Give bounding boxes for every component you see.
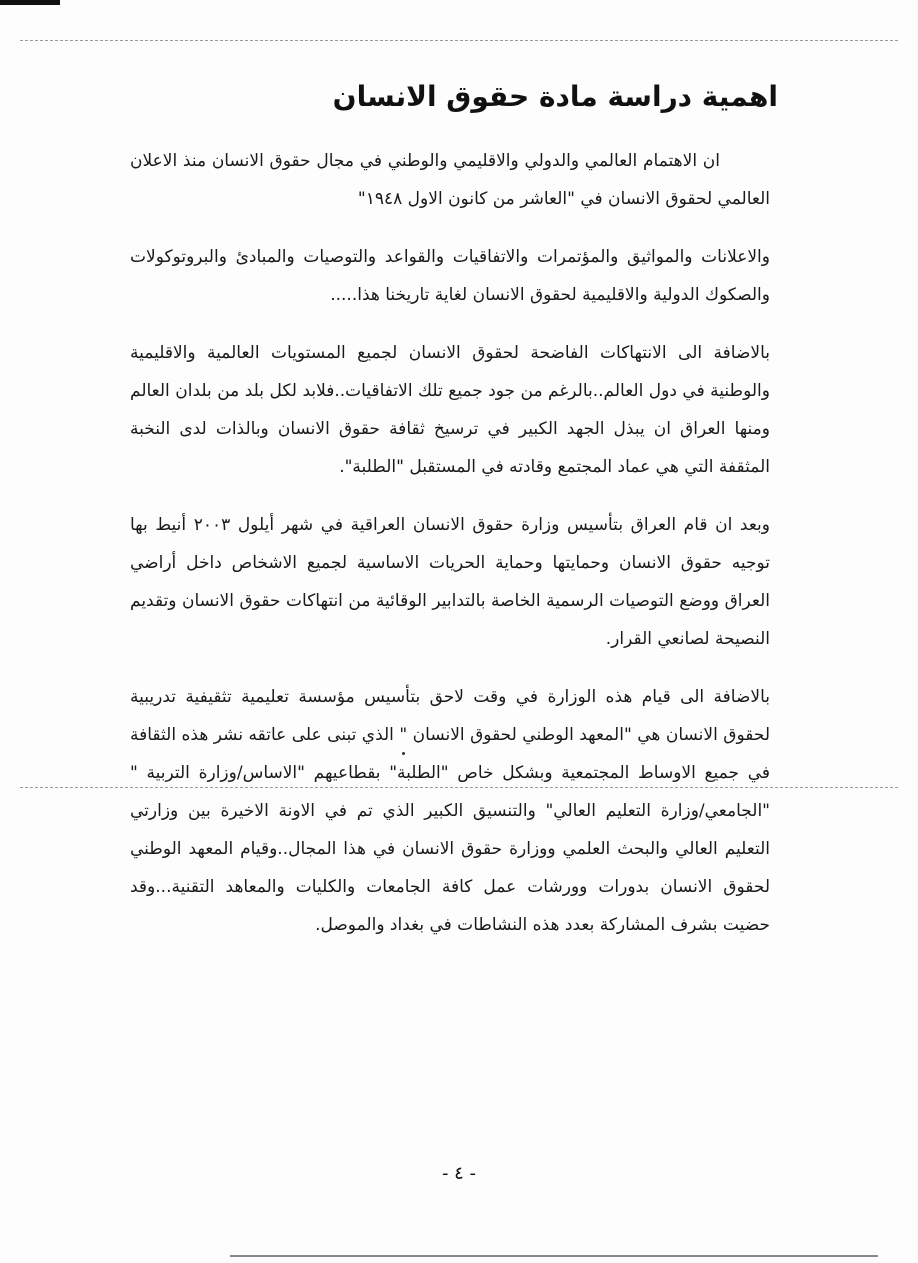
paragraph-5: بالاضافة الى قيام هذه الوزارة في وقت لاحق بتأسيس مؤسسة تعليمية تثقيفية تدريبية لحقوق الانسان هي "المعهد الوطني لحقوق الانسان " الذي تبنى على عاتقه نشر هذه الثقافة في جميع الاوساط المجتمعية وبشكل خاص "الطلبة" بقطاعيهم "الاساس/وزارة التربية " "الجامعي/وزارة التعليم العالي" والتنسيق الكبير الذي تم في الاونة الاخيرة بين وزارتي التعليم العالي والبحث العلمي ووزارة حقوق الانسان في هذا المجال..وقيام المعهد الوطني لحقوق الانسان بدورات وورشات عمل كافة الجامعات والكليات والمعاهد التقنية...وقد حضيت بشرف المشاركة بعدد هذه النشاطات في بغداد والموصل. bbox=[130, 687, 770, 935]
page-title: اهمية دراسة مادة حقوق الانسان bbox=[332, 80, 778, 113]
page-number: - ٤ - bbox=[441, 1163, 477, 1184]
paragraph-2: والاعلانات والمواثيق والمؤتمرات والاتفاقيات والقواعد والتوصيات والمبادئ والبروتوكولات والصكوك الدولية والاقليمية لحقوق الانسان لغاية تاريخنا هذا..... bbox=[130, 247, 770, 305]
scan-speck bbox=[402, 752, 405, 755]
scan-corner-mark bbox=[0, 0, 60, 5]
scan-edge-line bbox=[230, 1255, 878, 1257]
paragraph-4: وبعد ان قام العراق بتأسيس وزارة حقوق الانسان العراقية في شهر أيلول ٢٠٠٣ أنيط بها توجيه حقوق الانسان وحمايتها وحماية الحريات الاساسية لجميع الاشخاص داخل أراضي العراق ووضع التوصيات الرسمية الخاصة بالتدابير الوقائية من انتهاكات حقوق الانسان وتقديم النصيحة لصانعي القرار. bbox=[130, 515, 770, 649]
paragraph-3: بالاضافة الى الانتهاكات الفاضحة لحقوق الانسان لجميع المستويات العالمية والاقليمية والوطنية في دول العالم..بالرغم من جود جميع تلك الاتفاقيات..فلابد لكل بلد من بلدان العالم ومنها العراق ان يبذل الجهد الكبير في ترسيخ ثقافة حقوق الانسان وبالذات لدى النخبة المثقفة التي هي عماد المجتمع وقادته في المستقبل "الطلبة". bbox=[130, 343, 770, 477]
bottom-divider bbox=[20, 787, 898, 788]
body-text bbox=[130, 142, 770, 964]
paragraph-1: ان الاهتمام العالمي والدولي والاقليمي والوطني في مجال حقوق الانسان منذ الاعلان العالمي لحقوق الانسان في "العاشر من كانون الاول ١٩٤٨" bbox=[130, 151, 770, 209]
top-divider bbox=[20, 40, 898, 41]
